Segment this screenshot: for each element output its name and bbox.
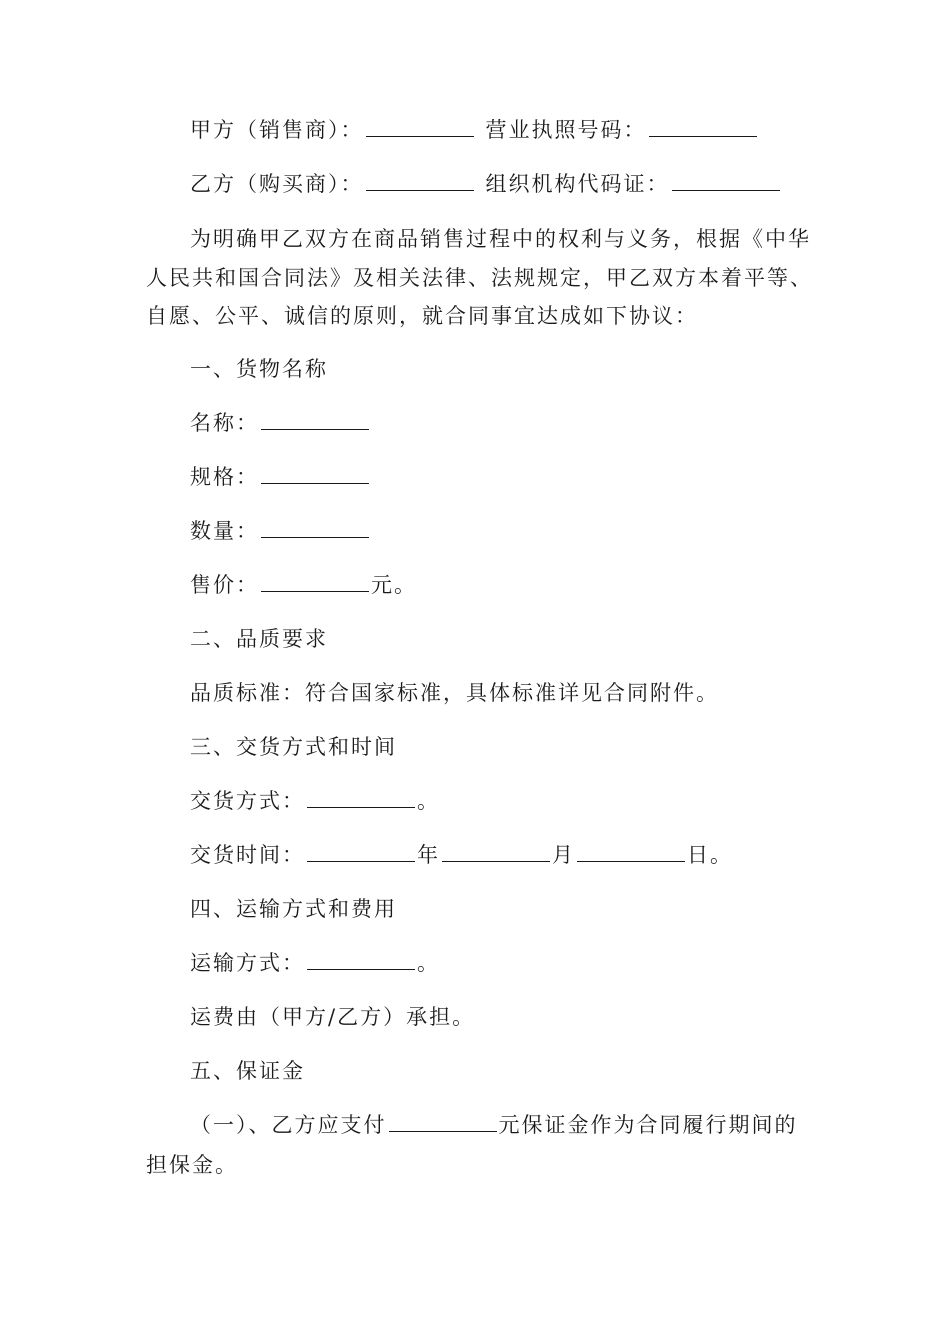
section2-heading: 二、品质要求 (190, 627, 328, 651)
delivery-method-label: 交货方式： (190, 789, 305, 813)
goods-price-unit: 元。 (371, 573, 417, 597)
quality-standard: 品质标准：符合国家标准，具体标准详见合同附件。 (190, 681, 719, 705)
deposit-item-1-row (190, 1112, 798, 1138)
party-a-row (190, 117, 759, 143)
goods-price-label: 售价： (190, 573, 259, 597)
goods-spec-row (190, 464, 371, 490)
transport-method-label: 运输方式： (190, 951, 305, 975)
preamble-line-3: 自愿、公平、诚信的原则，就合同事宜达成如下协议： (146, 304, 698, 328)
goods-qty-row (190, 518, 371, 544)
transport-method-blank (307, 951, 415, 970)
section1-heading: 一、货物名称 (190, 357, 328, 381)
goods-name-row (190, 410, 371, 436)
deposit-amount-blank (389, 1113, 497, 1132)
day-label: 日。 (687, 843, 733, 867)
delivery-method-row (190, 788, 440, 814)
goods-price-blank (261, 573, 369, 592)
party-b-blank (366, 172, 474, 191)
transport-method-end: 。 (417, 951, 440, 975)
party-a-label: 甲方（销售商）： (190, 118, 364, 142)
party-a-blank (366, 118, 474, 137)
delivery-method-blank (307, 789, 415, 808)
delivery-day-blank (577, 843, 685, 862)
party-b-row (190, 171, 782, 197)
license-blank (649, 118, 757, 137)
delivery-time-label: 交货时间： (190, 843, 305, 867)
goods-spec-label: 规格： (190, 465, 259, 489)
deposit-item-1-line-2: 担保金。 (146, 1153, 238, 1177)
preamble-line-1: 为明确甲乙双方在商品销售过程中的权利与义务，根据《中华 (190, 227, 811, 251)
goods-qty-blank (261, 519, 369, 538)
deposit-item-1-start: （一）、乙方应支付 (190, 1113, 387, 1137)
party-b-label: 乙方（购买商）： (190, 172, 364, 196)
section4-heading: 四、运输方式和费用 (190, 897, 397, 921)
license-label: 营业执照号码： (485, 118, 647, 142)
transport-method-row (190, 950, 440, 976)
org-code-blank (672, 172, 780, 191)
goods-price-row (190, 572, 417, 598)
delivery-month-blank (442, 843, 550, 862)
section5-heading: 五、保证金 (190, 1059, 305, 1083)
delivery-method-end: 。 (417, 789, 440, 813)
preamble-line-2: 人民共和国合同法》及相关法律、法规规定，甲乙双方本着平等、 (146, 266, 813, 290)
goods-spec-blank (261, 465, 369, 484)
goods-name-label: 名称： (190, 411, 259, 435)
month-label: 月 (552, 843, 575, 867)
deposit-item-1-end: 元保证金作为合同履行期间的 (498, 1113, 798, 1137)
goods-qty-label: 数量： (190, 519, 259, 543)
org-code-label: 组织机构代码证： (485, 172, 670, 196)
delivery-year-blank (307, 843, 415, 862)
delivery-time-row (190, 842, 733, 868)
year-label: 年 (417, 843, 440, 867)
section3-heading: 三、交货方式和时间 (190, 735, 397, 759)
goods-name-blank (261, 411, 369, 430)
freight-line: 运费由（甲方/乙方）承担。 (190, 1005, 476, 1029)
